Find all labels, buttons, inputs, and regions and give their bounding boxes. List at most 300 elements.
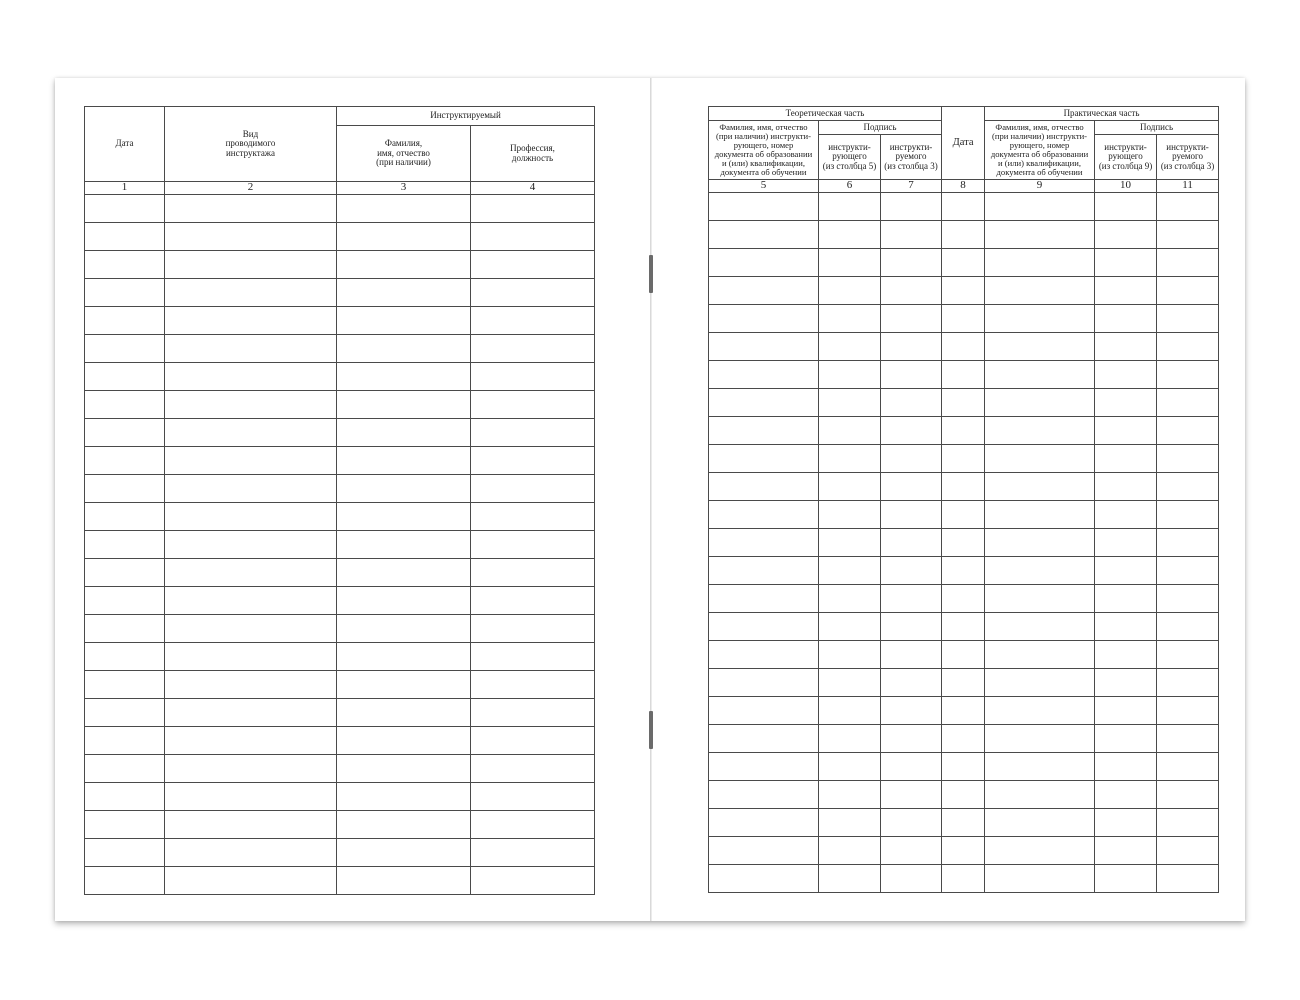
entry-cell[interactable] — [942, 221, 985, 249]
entry-cell[interactable] — [942, 865, 985, 893]
entry-cell[interactable] — [471, 307, 595, 335]
entry-cell[interactable] — [471, 867, 595, 895]
entry-cell[interactable] — [985, 781, 1095, 809]
entry-cell[interactable] — [1157, 725, 1219, 753]
entry-cell[interactable] — [85, 363, 165, 391]
entry-cell[interactable] — [165, 223, 337, 251]
entry-cell[interactable] — [337, 587, 471, 615]
entry-cell[interactable] — [709, 417, 819, 445]
entry-cell[interactable] — [85, 195, 165, 223]
entry-cell[interactable] — [709, 585, 819, 613]
entry-cell[interactable] — [985, 417, 1095, 445]
entry-cell[interactable] — [985, 501, 1095, 529]
entry-cell[interactable] — [942, 809, 985, 837]
entry-cell[interactable] — [819, 445, 881, 473]
entry-cell[interactable] — [471, 195, 595, 223]
entry-cell[interactable] — [942, 753, 985, 781]
entry-cell[interactable] — [85, 699, 165, 727]
entry-cell[interactable] — [709, 669, 819, 697]
entry-cell[interactable] — [985, 613, 1095, 641]
entry-cell[interactable] — [85, 811, 165, 839]
entry-cell[interactable] — [1157, 753, 1219, 781]
entry-cell[interactable] — [1095, 557, 1157, 585]
entry-cell[interactable] — [337, 447, 471, 475]
entry-cell[interactable] — [85, 531, 165, 559]
entry-cell[interactable] — [942, 389, 985, 417]
entry-cell[interactable] — [819, 529, 881, 557]
entry-cell[interactable] — [942, 305, 985, 333]
entry-cell[interactable] — [337, 195, 471, 223]
entry-cell[interactable] — [165, 419, 337, 447]
entry-cell[interactable] — [709, 221, 819, 249]
entry-cell[interactable] — [819, 669, 881, 697]
entry-cell[interactable] — [471, 615, 595, 643]
table-row — [709, 837, 1219, 865]
entry-cell[interactable] — [881, 557, 942, 585]
entry-cell[interactable] — [1157, 529, 1219, 557]
entry-cell[interactable] — [709, 725, 819, 753]
entry-cell[interactable] — [819, 781, 881, 809]
entry-cell[interactable] — [942, 277, 985, 305]
entry-cell[interactable] — [337, 335, 471, 363]
entry-cell[interactable] — [1157, 837, 1219, 865]
entry-cell[interactable] — [165, 503, 337, 531]
entry-cell[interactable] — [819, 221, 881, 249]
entry-cell[interactable] — [1095, 361, 1157, 389]
entry-cell[interactable] — [942, 585, 985, 613]
entry-cell[interactable] — [985, 529, 1095, 557]
entry-cell[interactable] — [985, 669, 1095, 697]
entry-cell[interactable] — [1157, 501, 1219, 529]
entry-cell[interactable] — [165, 867, 337, 895]
entry-cell[interactable] — [165, 699, 337, 727]
entry-cell[interactable] — [985, 697, 1095, 725]
table-row — [85, 783, 595, 811]
entry-cell[interactable] — [1157, 781, 1219, 809]
entry-cell[interactable] — [819, 753, 881, 781]
table-row — [85, 615, 595, 643]
entry-cell[interactable] — [85, 559, 165, 587]
entry-cell[interactable] — [165, 335, 337, 363]
entry-cell[interactable] — [942, 445, 985, 473]
entry-cell[interactable] — [985, 221, 1095, 249]
entry-cell[interactable] — [819, 361, 881, 389]
entry-cell[interactable] — [985, 333, 1095, 361]
entry-cell[interactable] — [1157, 445, 1219, 473]
entry-cell[interactable] — [709, 361, 819, 389]
entry-cell[interactable] — [85, 587, 165, 615]
entry-cell[interactable] — [1157, 193, 1219, 221]
entry-cell[interactable] — [165, 447, 337, 475]
entry-cell[interactable] — [709, 501, 819, 529]
entry-cell[interactable] — [1095, 725, 1157, 753]
entry-cell[interactable] — [881, 473, 942, 501]
entry-cell[interactable] — [819, 473, 881, 501]
entry-cell[interactable] — [881, 277, 942, 305]
entry-cell[interactable] — [1095, 585, 1157, 613]
entry-cell[interactable] — [1157, 249, 1219, 277]
table-row — [709, 221, 1219, 249]
entry-cell[interactable] — [337, 419, 471, 447]
entry-cell[interactable] — [881, 445, 942, 473]
header-practice-sign-instructed: инструкти- руемого (из столбца 3) — [1157, 135, 1219, 180]
entry-cell[interactable] — [165, 811, 337, 839]
entry-cell[interactable] — [942, 193, 985, 221]
entry-cell[interactable] — [471, 223, 595, 251]
entry-cell[interactable] — [471, 671, 595, 699]
entry-cell[interactable] — [1095, 613, 1157, 641]
entry-cell[interactable] — [819, 865, 881, 893]
entry-cell[interactable] — [709, 613, 819, 641]
entry-cell[interactable] — [942, 669, 985, 697]
entry-cell[interactable] — [985, 641, 1095, 669]
entry-cell[interactable] — [85, 615, 165, 643]
entry-cell[interactable] — [1095, 865, 1157, 893]
entry-cell[interactable] — [85, 335, 165, 363]
column-number-row — [709, 180, 1219, 193]
entry-cell[interactable] — [337, 755, 471, 783]
entry-cell[interactable] — [337, 531, 471, 559]
entry-cell[interactable] — [1095, 221, 1157, 249]
table-row — [85, 503, 595, 531]
entry-cell[interactable] — [942, 529, 985, 557]
right-entry-rows — [709, 193, 1219, 893]
entry-cell[interactable] — [471, 811, 595, 839]
entry-cell[interactable] — [337, 615, 471, 643]
entry-cell[interactable] — [942, 473, 985, 501]
table-row — [85, 419, 595, 447]
entry-cell[interactable] — [819, 557, 881, 585]
table-row — [709, 613, 1219, 641]
entry-cell[interactable] — [1095, 249, 1157, 277]
entry-cell[interactable] — [881, 305, 942, 333]
entry-cell[interactable] — [85, 727, 165, 755]
entry-cell[interactable] — [471, 531, 595, 559]
entry-cell[interactable] — [1095, 837, 1157, 865]
entry-cell[interactable] — [165, 559, 337, 587]
entry-cell[interactable] — [1095, 641, 1157, 669]
entry-cell[interactable] — [1157, 221, 1219, 249]
entry-cell[interactable] — [337, 251, 471, 279]
entry-cell[interactable] — [471, 251, 595, 279]
entry-cell[interactable] — [1095, 389, 1157, 417]
entry-cell[interactable] — [819, 249, 881, 277]
entry-cell[interactable] — [819, 333, 881, 361]
entry-cell[interactable] — [337, 783, 471, 811]
entry-cell[interactable] — [1157, 669, 1219, 697]
entry-cell[interactable] — [985, 249, 1095, 277]
entry-cell[interactable] — [1157, 809, 1219, 837]
entry-cell[interactable] — [985, 753, 1095, 781]
entry-cell[interactable] — [337, 643, 471, 671]
table-row — [85, 475, 595, 503]
entry-cell[interactable] — [881, 781, 942, 809]
entry-cell[interactable] — [819, 193, 881, 221]
entry-cell[interactable] — [85, 867, 165, 895]
entry-cell[interactable] — [881, 697, 942, 725]
entry-cell[interactable] — [881, 837, 942, 865]
entry-cell[interactable] — [819, 641, 881, 669]
entry-cell[interactable] — [165, 251, 337, 279]
entry-cell[interactable] — [337, 811, 471, 839]
entry-cell[interactable] — [165, 391, 337, 419]
entry-cell[interactable] — [985, 585, 1095, 613]
entry-cell[interactable] — [85, 307, 165, 335]
entry-cell[interactable] — [1095, 277, 1157, 305]
entry-cell[interactable] — [165, 475, 337, 503]
entry-cell[interactable] — [471, 839, 595, 867]
entry-cell[interactable] — [337, 363, 471, 391]
entry-cell[interactable] — [881, 865, 942, 893]
entry-cell[interactable] — [1157, 585, 1219, 613]
entry-cell[interactable] — [471, 335, 595, 363]
table-row — [709, 725, 1219, 753]
entry-cell[interactable] — [165, 727, 337, 755]
entry-cell[interactable] — [1095, 753, 1157, 781]
entry-cell[interactable] — [709, 389, 819, 417]
entry-cell[interactable] — [942, 333, 985, 361]
entry-cell[interactable] — [942, 361, 985, 389]
entry-cell[interactable] — [471, 447, 595, 475]
entry-cell[interactable] — [881, 221, 942, 249]
entry-cell[interactable] — [471, 783, 595, 811]
entry-cell[interactable] — [85, 503, 165, 531]
entry-cell[interactable] — [709, 473, 819, 501]
entry-cell[interactable] — [709, 557, 819, 585]
entry-cell[interactable] — [85, 419, 165, 447]
entry-cell[interactable] — [471, 755, 595, 783]
entry-cell[interactable] — [709, 305, 819, 333]
entry-cell[interactable] — [881, 193, 942, 221]
entry-cell[interactable] — [165, 643, 337, 671]
entry-cell[interactable] — [85, 391, 165, 419]
entry-cell[interactable] — [942, 613, 985, 641]
entry-cell[interactable] — [1095, 501, 1157, 529]
entry-cell[interactable] — [165, 363, 337, 391]
entry-cell[interactable] — [709, 753, 819, 781]
entry-cell[interactable] — [1095, 473, 1157, 501]
entry-cell[interactable] — [819, 389, 881, 417]
entry-cell[interactable] — [471, 643, 595, 671]
entry-cell[interactable] — [85, 279, 165, 307]
entry-cell[interactable] — [337, 671, 471, 699]
entry-cell[interactable] — [881, 333, 942, 361]
entry-cell[interactable] — [709, 445, 819, 473]
entry-cell[interactable] — [85, 783, 165, 811]
entry-cell[interactable] — [985, 809, 1095, 837]
entry-cell[interactable] — [1157, 389, 1219, 417]
entry-cell[interactable] — [709, 697, 819, 725]
entry-cell[interactable] — [985, 445, 1095, 473]
entry-cell[interactable] — [471, 559, 595, 587]
entry-cell[interactable] — [1095, 417, 1157, 445]
table-row — [85, 699, 595, 727]
entry-cell[interactable] — [1095, 697, 1157, 725]
entry-cell[interactable] — [942, 557, 985, 585]
entry-cell[interactable] — [709, 529, 819, 557]
entry-cell[interactable] — [709, 249, 819, 277]
entry-cell[interactable] — [337, 839, 471, 867]
entry-cell[interactable] — [819, 809, 881, 837]
entry-cell[interactable] — [881, 669, 942, 697]
entry-cell[interactable] — [165, 587, 337, 615]
entry-cell[interactable] — [1095, 529, 1157, 557]
column-number: 8 — [942, 180, 985, 193]
entry-cell[interactable] — [471, 419, 595, 447]
entry-cell[interactable] — [1157, 557, 1219, 585]
entry-cell[interactable] — [942, 641, 985, 669]
entry-cell[interactable] — [942, 417, 985, 445]
entry-cell[interactable] — [709, 781, 819, 809]
entry-cell[interactable] — [165, 615, 337, 643]
entry-cell[interactable] — [819, 837, 881, 865]
entry-cell[interactable] — [881, 641, 942, 669]
entry-cell[interactable] — [337, 279, 471, 307]
entry-cell[interactable] — [165, 279, 337, 307]
entry-cell[interactable] — [985, 361, 1095, 389]
entry-cell[interactable] — [471, 503, 595, 531]
entry-cell[interactable] — [85, 475, 165, 503]
column-number: 9 — [985, 180, 1095, 193]
entry-cell[interactable] — [709, 837, 819, 865]
entry-cell[interactable] — [337, 559, 471, 587]
entry-cell[interactable] — [819, 725, 881, 753]
entry-cell[interactable] — [819, 305, 881, 333]
entry-cell[interactable] — [881, 361, 942, 389]
entry-cell[interactable] — [165, 671, 337, 699]
entry-cell[interactable] — [165, 195, 337, 223]
entry-cell[interactable] — [942, 697, 985, 725]
entry-cell[interactable] — [337, 699, 471, 727]
entry-cell[interactable] — [942, 837, 985, 865]
entry-cell[interactable] — [471, 699, 595, 727]
entry-cell[interactable] — [337, 867, 471, 895]
entry-cell[interactable] — [1157, 361, 1219, 389]
entry-cell[interactable] — [819, 501, 881, 529]
entry-cell[interactable] — [985, 557, 1095, 585]
entry-cell[interactable] — [881, 501, 942, 529]
entry-cell[interactable] — [165, 307, 337, 335]
entry-cell[interactable] — [881, 417, 942, 445]
entry-cell[interactable] — [85, 839, 165, 867]
entry-cell[interactable] — [1157, 333, 1219, 361]
entry-cell[interactable] — [942, 501, 985, 529]
entry-cell[interactable] — [881, 753, 942, 781]
header-practice-signature: Подпись — [1095, 121, 1219, 135]
entry-cell[interactable] — [881, 585, 942, 613]
entry-cell[interactable] — [819, 417, 881, 445]
entry-cell[interactable] — [881, 529, 942, 557]
entry-cell[interactable] — [471, 279, 595, 307]
entry-cell[interactable] — [985, 837, 1095, 865]
entry-cell[interactable] — [709, 333, 819, 361]
column-number: 4 — [471, 182, 595, 195]
table-row — [85, 307, 595, 335]
entry-cell[interactable] — [1095, 809, 1157, 837]
entry-cell[interactable] — [819, 277, 881, 305]
entry-cell[interactable] — [85, 223, 165, 251]
entry-cell[interactable] — [1157, 417, 1219, 445]
entry-cell[interactable] — [471, 475, 595, 503]
entry-cell[interactable] — [85, 755, 165, 783]
entry-cell[interactable] — [85, 251, 165, 279]
entry-cell[interactable] — [85, 671, 165, 699]
entry-cell[interactable] — [942, 781, 985, 809]
entry-cell[interactable] — [985, 193, 1095, 221]
entry-cell[interactable] — [165, 755, 337, 783]
entry-cell[interactable] — [1095, 445, 1157, 473]
entry-cell[interactable] — [819, 697, 881, 725]
entry-cell[interactable] — [1157, 697, 1219, 725]
entry-cell[interactable] — [337, 503, 471, 531]
table-row — [709, 445, 1219, 473]
entry-cell[interactable] — [471, 363, 595, 391]
entry-cell[interactable] — [337, 391, 471, 419]
entry-cell[interactable] — [881, 249, 942, 277]
entry-cell[interactable] — [942, 249, 985, 277]
entry-cell[interactable] — [1095, 781, 1157, 809]
header-instructed-group: Инструктируемый — [337, 107, 595, 126]
entry-cell[interactable] — [709, 193, 819, 221]
entry-cell[interactable] — [709, 277, 819, 305]
entry-cell[interactable] — [1157, 277, 1219, 305]
entry-cell[interactable] — [1095, 669, 1157, 697]
entry-cell[interactable] — [942, 725, 985, 753]
entry-cell[interactable] — [471, 391, 595, 419]
entry-cell[interactable] — [1157, 641, 1219, 669]
entry-cell[interactable] — [165, 531, 337, 559]
entry-cell[interactable] — [985, 277, 1095, 305]
entry-cell[interactable] — [85, 643, 165, 671]
entry-cell[interactable] — [985, 865, 1095, 893]
entry-cell[interactable] — [1095, 193, 1157, 221]
table-row — [709, 333, 1219, 361]
entry-cell[interactable] — [1157, 305, 1219, 333]
entry-cell[interactable] — [985, 473, 1095, 501]
entry-cell[interactable] — [985, 305, 1095, 333]
entry-cell[interactable] — [471, 587, 595, 615]
entry-cell[interactable] — [337, 307, 471, 335]
entry-cell[interactable] — [165, 839, 337, 867]
entry-cell[interactable] — [881, 725, 942, 753]
entry-cell[interactable] — [985, 725, 1095, 753]
entry-cell[interactable] — [819, 613, 881, 641]
entry-cell[interactable] — [881, 613, 942, 641]
entry-cell[interactable] — [881, 389, 942, 417]
entry-cell[interactable] — [1157, 613, 1219, 641]
entry-cell[interactable] — [1095, 333, 1157, 361]
entry-cell[interactable] — [337, 475, 471, 503]
entry-cell[interactable] — [85, 447, 165, 475]
entry-cell[interactable] — [337, 727, 471, 755]
entry-cell[interactable] — [709, 641, 819, 669]
entry-cell[interactable] — [1157, 865, 1219, 893]
column-number-row — [85, 182, 595, 195]
entry-cell[interactable] — [709, 809, 819, 837]
table-row — [709, 557, 1219, 585]
entry-cell[interactable] — [1157, 473, 1219, 501]
entry-cell[interactable] — [1095, 305, 1157, 333]
entry-cell[interactable] — [881, 809, 942, 837]
entry-cell[interactable] — [337, 223, 471, 251]
entry-cell[interactable] — [165, 783, 337, 811]
header-date: Дата — [85, 107, 165, 182]
entry-cell[interactable] — [985, 389, 1095, 417]
entry-cell[interactable] — [471, 727, 595, 755]
table-row — [709, 753, 1219, 781]
entry-cell[interactable] — [709, 865, 819, 893]
entry-cell[interactable] — [819, 585, 881, 613]
